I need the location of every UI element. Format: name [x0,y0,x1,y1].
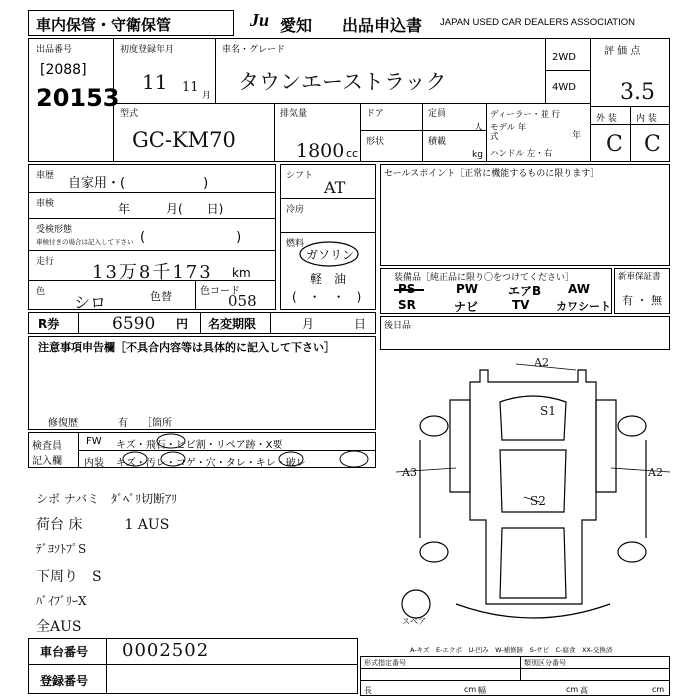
door-label: ドア [366,109,384,119]
remark-line-5: ﾊﾞｲﾌﾞﾘｰX [36,594,87,608]
inspector-label-2: 記入欄 [32,456,62,467]
fw-label: FW [86,436,102,447]
fuel-label: 燃料 [286,239,305,249]
first-reg-year: 11 [142,70,168,94]
height-unit: cm [652,685,665,694]
color-change-label: 色替 [150,290,172,303]
exterior-label: 外 装 [596,114,617,124]
equip-ps: PS [398,282,416,296]
equip-sr: SR [398,298,416,312]
form-title: 出品申込書 [342,16,423,35]
inspector-label-1: 検査員 [32,441,62,452]
equip-aw: AW [568,282,590,296]
color-code-label: 色コード [200,286,240,297]
fw-items: キズ・飛石・ヒビ割・リペア跡・X要 [116,440,283,451]
remark-line-3: ﾃﾞﾖｿﾄﾌﾟS [36,542,87,556]
height-label: 高 [580,686,588,695]
sales-point-label: セールスポイント［正常に機能するものに限ります］ [384,169,600,179]
model-label: 型式 [120,109,139,119]
ac-label: 冷房 [286,205,305,215]
load-unit: kg [472,150,483,160]
diagram-legend: A-キズ E-エクボ U-凹み W-補修跡 S-サビ C-腐食 XX-交換済 [410,646,613,654]
fuel-paren: ( ・ ・ ) [292,290,362,304]
first-reg-month-unit: 月 [202,91,212,101]
name-change-label: 名変期限 [208,317,257,331]
shape-label: 形状 [366,137,385,147]
lot-number: 20153 [36,84,120,112]
dealer-label: ディーラー・並 行 [490,110,561,120]
equip-tv: TV [512,298,530,312]
car-name-label: 車名・グレード [222,45,286,55]
remark-line-1: シボ ナバミ ﾀﾞﾍﾞﾘ切断ｱﾘ [36,492,178,506]
lot-label: 出品番号 [36,45,73,55]
back-date-block [380,316,670,350]
model-code: GC-KM70 [132,128,236,152]
fuel-diesel: 軽 油 [310,272,347,286]
shift-value: AT [324,178,346,197]
equip-navi: ナビ [454,300,479,314]
inspection-value: 年 月( 日) [118,202,224,216]
year-unit: 年 [572,131,582,141]
name-change-month: 月 [302,317,315,331]
back-date-label: 後日品 [384,321,412,331]
recycle-unit: 円 [176,317,189,331]
remark-line-2: 荷台 床 1 AUS [36,517,170,533]
fuel-gas: ガソリン [306,248,355,262]
load-label: 積載 [428,137,447,147]
brand-name: 愛知 [280,16,313,35]
exterior-score: C [606,132,623,157]
storage-label: 車内保管・守衛保管 [36,16,172,34]
chassis-number: 0002502 [122,640,210,661]
shift-label: シフト [286,171,314,181]
handle-label: ハンドル 左・右 [490,149,553,159]
length-unit: cm [464,685,477,694]
warranty-label: 新車保証書 [618,272,661,282]
capacity-unit: 人 [474,123,484,133]
fuel-gas-circle [298,240,360,268]
capacity-label: 定員 [428,109,447,119]
mileage-value: 13万8千173 [92,262,213,283]
car-name: タウンエーストラック [238,70,447,94]
chassis-label: 車台番号 [40,645,89,659]
inspection-label: 車検 [36,199,55,209]
int-items: キズ・汚レ・コゲ・穴・タレ・キレ・破レ [116,458,306,469]
equip-pw: PW [456,282,479,296]
equip-leather: カワシート [556,300,611,313]
repair-place: ［箇所 [142,418,172,429]
width-unit: cm [566,685,579,694]
usage-label: 車歴 [36,171,55,181]
association-name: JAPAN USED CAR DEALERS ASSOCIATION [440,17,635,28]
usage-value: 自家用・( ) [68,176,209,191]
registration-label: 登録番号 [40,674,89,688]
spare-label: スペア [402,617,426,626]
diagram-label-s2: S2 [530,494,546,508]
receipt-note: 車検付きの場合は記入して下さい [36,238,134,246]
drive-2wd: 2WD [552,52,576,63]
diagram-label-left: A3 [402,466,417,479]
color-label: 色 [36,287,46,297]
equip-airbag: エアB [508,284,542,298]
sales-point-block [380,164,670,266]
dimension-block [360,656,670,696]
repair-value: 有 [118,418,128,429]
color-code-value: 058 [228,292,257,310]
warranty-options: 有 ・ 無 [622,294,662,307]
displacement-label: 排気量 [280,109,308,119]
interior-score: C [644,132,661,157]
width-label: 幅 [478,686,486,695]
remark-line-4: 下周り S [36,569,102,585]
mileage-unit: km [232,266,251,280]
displacement-value: 1800 [296,140,345,162]
ju-logo: Ju [250,10,270,30]
equipment-label: 装備品［純正品に限り〇をつけてください］ [394,273,575,283]
diagram-label-top: A2 [534,356,549,369]
interior-label: 内 装 [636,114,657,124]
model-year-label: モデル 年 式 [490,123,527,142]
remark-line-6: 全AUS [36,619,82,635]
rating-score: 3.5 [620,80,655,105]
first-reg-month: 11 [182,80,199,95]
receipt-label: 受検形態 [36,225,73,235]
rating-label: 評 価 点 [604,46,641,57]
recycle-label: R券 [38,317,60,331]
first-reg-label: 初度登録年月 [120,45,175,55]
mileage-label: 走行 [36,257,55,267]
int-label: 内装 [84,458,104,469]
displacement-unit: cc [346,147,359,160]
receipt-paren: ( ) [140,230,242,245]
classification-label: 類別区分番号 [524,659,566,667]
lot-sub: [2088] [40,62,87,78]
name-change-day: 日 [354,317,367,331]
type-designation-label: 形式指定番号 [364,659,406,667]
diagram-label-right: A2 [648,466,663,479]
diagram-label-s1: S1 [540,404,556,418]
recycle-amount: 6590 [112,314,156,334]
inspector-marks [78,432,376,468]
length-label: 長 [364,686,372,695]
repair-label: 修復歴 [48,418,78,429]
drive-4wd: 4WD [552,82,576,93]
recycle-block [28,312,376,334]
color-value: シロ [74,293,107,312]
notes-label: 注意事項申告欄［不具合内容等は具体的に記入して下さい］ [38,341,335,354]
